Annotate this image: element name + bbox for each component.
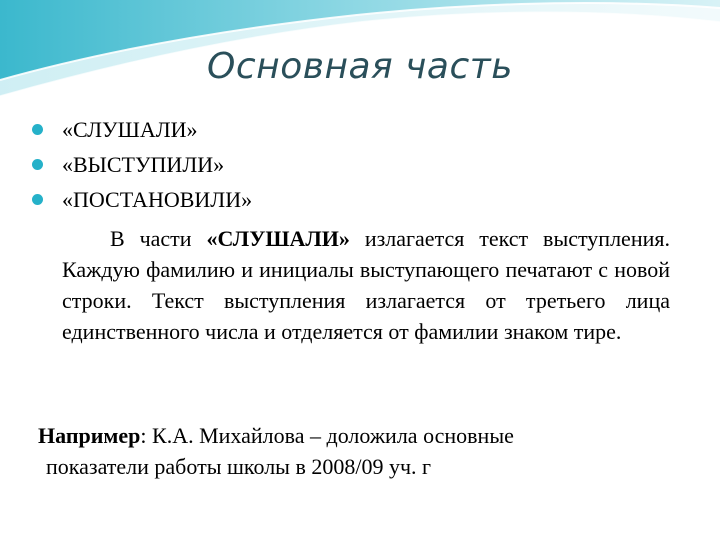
example-label: Например [38,423,141,448]
description-paragraph [62,223,670,347]
example-block [38,420,678,482]
bullet-item-slushali [30,112,252,147]
bullet-label: «ВЫСТУПИЛИ» [62,152,225,177]
bullet-label: «СЛУШАЛИ» [62,117,198,142]
bullet-label: «ПОСТАНОВИЛИ» [62,187,253,212]
bullet-item-vystupili [30,147,252,182]
example-colon: : [140,423,153,448]
paragraph-body: излагается текст выступления. Каждую фамилию и инициалы выступающего печатают с новой строки. Текст выступления излагается от третьего лица единственного числа и отделяется от фамилии знаком тире. [62,226,670,344]
bullet-item-postanovili [30,182,252,217]
bullet-list [30,112,252,217]
bullet-dot-icon [32,194,43,205]
slide-title: Основная часть [207,46,513,87]
bullet-dot-icon [32,124,43,135]
paragraph-keyword: «СЛУШАЛИ» [206,226,350,251]
paragraph-prefix: В части [110,226,207,251]
bullet-dot-icon [32,159,43,170]
example-line-1: К.А. Михайлова – доложила основные [152,423,514,448]
example-line-2: показатели работы школы в 2008/09 уч. г [46,454,432,479]
